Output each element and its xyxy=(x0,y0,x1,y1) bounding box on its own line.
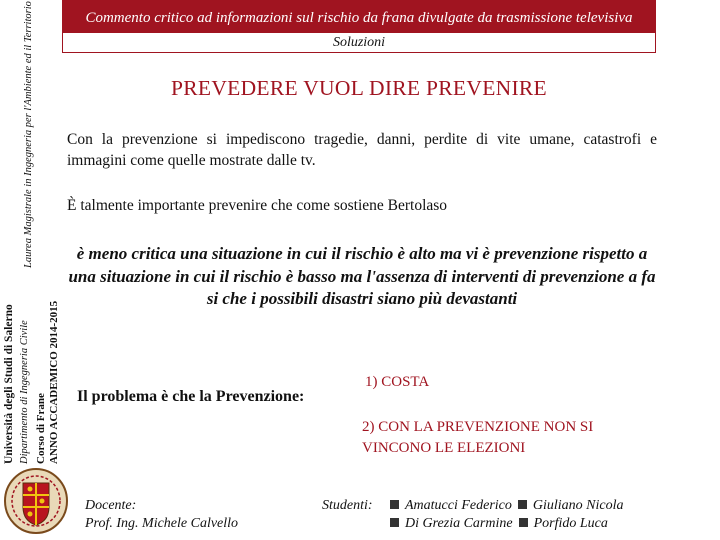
header-title: Commento critico ad informazioni sul rischio da frana divulgate da trasmissione televisiva xyxy=(62,0,656,32)
university-name: Università degli Studi di Salerno xyxy=(3,304,15,464)
student-name: Amatucci Federico xyxy=(405,498,512,513)
point-elections: 2) CON LA PREVENZIONE NON SI VINCONO LE ELEZIONI xyxy=(362,419,594,456)
bertolaso-quote: è meno critica una situazione in cui il rischio è alto ma vi è prevenzione rispetto a una situazione in cui il rischio è basso ma l'assenza di interventi di prevenzione a fa si che i possibili disastri siano più devastanti xyxy=(68,244,656,308)
slide-title: PREVEDERE VUOL DIRE PREVENIRE xyxy=(171,76,547,100)
bertolaso-paragraph: È talmente importante prevenire che come sostiene Bertolaso xyxy=(67,197,448,214)
docente-block xyxy=(85,497,238,533)
students-list xyxy=(390,497,624,533)
studenti-label: Studenti: xyxy=(322,498,373,513)
intro-paragraph: Con la prevenzione si impediscono tragedie, danni, perdite di vite umane, catastrofi e immagini come quelle mostrate dalle tv. xyxy=(67,131,657,169)
course-name: Corso di Frane xyxy=(35,393,47,464)
university-crest-icon xyxy=(3,467,69,535)
students-row xyxy=(390,497,624,515)
department-name: Dipartimento di Ingegneria Civile xyxy=(19,320,30,464)
student-name: Porfido Luca xyxy=(533,516,608,531)
header-subtitle: Soluzioni xyxy=(62,32,656,53)
problem-label: Il problema è che la Prevenzione: xyxy=(77,388,305,405)
docente-name: Prof. Ing. Michele Calvello xyxy=(85,516,239,531)
student-name: Di Grezia Carmine xyxy=(405,516,513,531)
student-name: Giuliano Nicola xyxy=(532,498,624,513)
square-bullet-icon xyxy=(390,518,399,527)
students-row xyxy=(390,515,624,533)
academic-year: ANNO ACCADEMICO 2014-2015 xyxy=(48,300,60,464)
square-bullet-icon xyxy=(390,500,399,509)
docente-label: Docente: xyxy=(85,498,137,513)
square-bullet-icon xyxy=(519,518,528,527)
degree-name: Laurea Magistrale in Ingegneria per l'Ambiente ed il Territorio xyxy=(23,1,34,268)
square-bullet-icon xyxy=(518,500,527,509)
point-cost: 1) COSTA xyxy=(365,374,430,390)
